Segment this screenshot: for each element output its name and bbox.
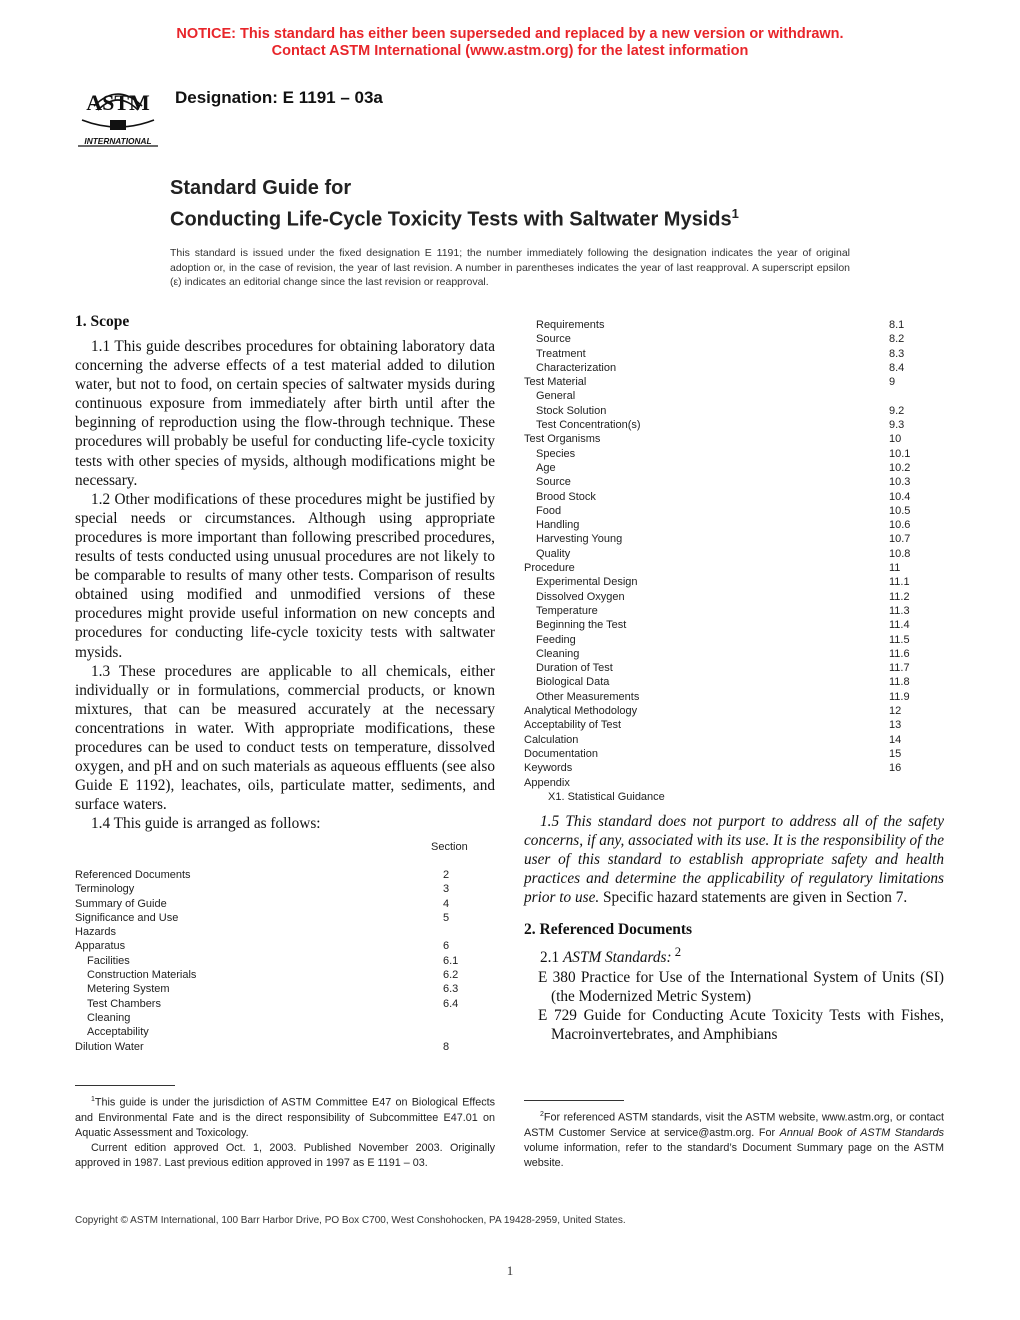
footnote-1-body: This guide is under the jurisdiction of ASTM Committee E47 on Biological Effects and Environmental Fate and is the direct responsibility of Subcommittee E47.01 on Aquatic Assessment and Toxicology. <box>75 1096 495 1139</box>
toc-entry-label: Metering System <box>87 983 170 996</box>
footnote-1-text <box>75 1092 495 1141</box>
page-number: 1 <box>506 1263 514 1278</box>
logo-letters: ASTM <box>86 90 150 115</box>
toc-entry <box>524 633 944 647</box>
toc-entry <box>524 704 944 718</box>
toc-entry-label: Requirements <box>536 319 605 331</box>
referenced-documents-heading: 2. Referenced Documents <box>524 921 693 939</box>
toc-entry-label: Biological Data <box>536 676 610 689</box>
toc-entry <box>524 347 944 361</box>
toc-entry-label: Species <box>536 447 576 460</box>
toc-entry-label: Source <box>536 333 571 346</box>
toc-entry-section: 10.7 <box>889 533 911 546</box>
paragraph-1-2: 1.2 Other modifications of these procedures might be justified by special needs or circumstances. Although using appropriate procedures is more important than following prescribed procedures, results of tests conducted using unusual procedures are not likely to be comparable to results of many other tests. Comparison of results obtained using modified and unmodified versions of these procedures might provide useful information on new concepts and procedures for conducting life-cycle toxicity tests with saltwater mysids. <box>75 490 495 661</box>
toc-entry <box>524 575 944 589</box>
toc-entry-label: Cleaning <box>536 647 580 660</box>
footnote-2-book-title: Annual Book of ASTM Standards <box>779 1126 945 1139</box>
toc-entry-label: Dissolved Oxygen <box>536 590 625 603</box>
toc-entry-section: 15 <box>889 747 902 760</box>
toc-entry-section: 2 <box>443 869 450 881</box>
toc-entry-section: 10 <box>889 433 902 446</box>
toc-entry <box>75 868 475 882</box>
toc-entry-label: Referenced Documents <box>75 869 191 881</box>
toc-entry-label: Hazards <box>75 926 116 939</box>
footnote-1-edition: Current edition approved Oct. 1, 2003. Published November 2003. Originally approved in 1987. Last previous edition approved in 1997 as E 1191 – 03. <box>75 1141 495 1169</box>
safety-statement: 1.5 This standard does not purport to address all of the safety concerns, if any, associated with its use. It is the responsibility of the user of this standard to establish appropriate safety and health practices and determine the applicability of regulatory limitations prior to use. <box>524 813 944 907</box>
footnote-2-body-a: For referenced ASTM standards, visit the ASTM website, www.astm.org, or contact ASTM Customer Service at service@astm.org. For <box>524 1111 944 1139</box>
toc-entry-label: General <box>536 390 576 403</box>
toc-entry <box>524 776 944 790</box>
toc-entry <box>524 404 944 418</box>
toc-entry-label: Treatment <box>536 347 586 360</box>
toc-entry <box>524 561 944 575</box>
astm-standards-label: ASTM Standards: <box>562 949 672 967</box>
toc-entry-label: Brood Stock <box>536 490 596 503</box>
toc-entry <box>75 968 475 982</box>
toc-entry-label: Analytical Methodology <box>524 705 638 718</box>
toc-entry-section: 11.9 <box>889 690 910 703</box>
toc-entry <box>75 1025 475 1039</box>
toc-entry-label: Cleaning <box>87 1011 131 1024</box>
toc-entry-label: Apparatus <box>75 940 126 953</box>
toc-entry-label: Keywords <box>524 762 573 775</box>
toc-entry <box>524 418 944 432</box>
scope-heading: 1. Scope <box>75 313 130 330</box>
toc-entry <box>524 675 944 689</box>
toc-entry-section: 4 <box>443 897 450 910</box>
toc-entry-section: 14 <box>889 733 902 746</box>
title-footnote-mark: 1 <box>731 206 739 221</box>
toc-entry-label: Test Organisms <box>524 433 601 446</box>
copyright: Copyright © ASTM International, 100 Barr Harbor Drive, PO Box C700, West Conshohocken, PA 19428-2959, United States. <box>75 1215 626 1226</box>
toc-entry-label: Calculation <box>524 733 579 746</box>
footnote-2-ref: 2 <box>671 945 682 960</box>
toc-entry-label: Food <box>536 504 562 517</box>
toc-entry-section: 11 <box>889 562 901 575</box>
issue-note: This standard is issued under the fixed designation E 1191; the number immediately following the designation indicates the year of original adoption or, in the case of revision, the year of last revision. A number in parentheses indicates the year of last reapproval. A superscript epsilon (ε) indicates an editorial change since the last revision or reapproval. <box>170 247 850 288</box>
toc-entry-label: Source <box>536 476 571 489</box>
footnote-rule <box>75 1085 175 1086</box>
paragraph-2-1 <box>524 943 944 967</box>
toc-entry-label: Terminology <box>75 883 135 896</box>
toc-entry <box>524 690 944 704</box>
toc-entry-section: 10.3 <box>889 476 911 489</box>
toc-entry <box>75 997 475 1011</box>
withdrawal-notice <box>0 26 1020 60</box>
toc-entry-label: Duration of Test <box>536 662 613 675</box>
toc-entry-section: 6.3 <box>443 983 459 996</box>
notice-line-2: Contact ASTM International (www.astm.org) for the latest information <box>271 43 749 59</box>
toc-entry-section: 11.6 <box>889 647 910 660</box>
toc-entry-section: 6 <box>443 940 450 953</box>
toc-entry-section: 10.4 <box>889 490 911 503</box>
paragraph-1-5 <box>524 812 944 907</box>
toc-entry-section: 11.2 <box>889 590 910 603</box>
toc-entry-label: Procedure <box>524 562 575 575</box>
paragraph-1-1: 1.1 This guide describes procedures for obtaining laboratory data concerning the adverse effects of a test material added to dilution water, but not to food, on certain species of saltwater mysids during continuous exposure from immediately after birth until after the beginning of reproduction using the flow-through technique. These procedures will probably be useful for conducting life-cycle toxicity tests with other species of mysids, although modifications might be necessary. <box>75 338 495 489</box>
toc-entry-section: 11.7 <box>889 662 910 675</box>
toc-entry-section: 11.5 <box>889 633 910 646</box>
toc-entry <box>524 733 944 747</box>
toc-entry-section: 10.2 <box>889 461 911 474</box>
title-line-1: Standard Guide for <box>170 177 352 199</box>
toc-entry <box>524 532 944 546</box>
toc-entry-label: Significance and Use <box>75 911 179 924</box>
toc-entry-label: Dilution Water <box>75 1040 144 1053</box>
toc-entry-section: 11.3 <box>889 604 910 617</box>
toc-entry <box>524 318 944 332</box>
toc-entry <box>524 375 944 389</box>
footnote-1 <box>75 1085 495 1171</box>
toc-entry-section: 8.3 <box>889 347 905 360</box>
hazard-statement: Specific hazard statements are given in Section 7. <box>599 889 908 907</box>
toc-right-rows <box>524 318 944 804</box>
toc-entry-label: Characterization <box>536 361 617 374</box>
toc-entry <box>75 897 475 911</box>
toc-entry-label: Test Concentration(s) <box>536 419 641 432</box>
toc-entry-section: 13 <box>889 719 902 732</box>
toc-entry-label: Facilities <box>87 954 130 967</box>
toc-entry <box>524 547 944 561</box>
reference-e380: E 380 Practice for Use of the International System of Units (SI) (the Modernized Metric System) <box>538 968 944 1005</box>
toc-entry-label: Appendix <box>524 776 570 789</box>
toc-entry-label: Acceptability of Test <box>524 719 622 732</box>
toc-entry <box>524 647 944 661</box>
toc-entry-label: Documentation <box>524 747 598 760</box>
toc-entry-section: 11.1 <box>889 576 910 589</box>
toc-entry-label: X1. Statistical Guidance <box>548 790 665 803</box>
toc-entry-label: Handling <box>536 519 580 532</box>
toc-entry <box>75 911 475 925</box>
footnote-2-mark: 2 <box>540 1111 544 1118</box>
toc-entry-section: 16 <box>889 762 902 775</box>
toc-entry-label: Experimental Design <box>536 576 638 589</box>
toc-entry-label: Quality <box>536 547 571 560</box>
toc-entry <box>524 361 944 375</box>
toc-entry-section: 8.1 <box>889 319 905 331</box>
footnote-2-body-b: volume information, refer to the standard’s Document Summary page on the ASTM website. <box>524 1141 944 1169</box>
toc-entry-label: Age <box>536 461 556 474</box>
toc-entry-section: 9.3 <box>889 419 905 432</box>
left-column <box>75 313 495 833</box>
toc-entry-section: 10.1 <box>889 447 911 460</box>
toc-entry <box>524 747 944 761</box>
toc-entry-label: Harvesting Young <box>536 533 623 546</box>
toc-entry-label: Other Measurements <box>536 690 640 703</box>
toc-entry-section: 11.4 <box>889 619 910 632</box>
toc-entry <box>524 661 944 675</box>
right-column-text <box>524 812 944 1044</box>
paragraph-2-1-number: 2.1 <box>540 949 563 967</box>
toc-left-rows <box>75 868 475 1054</box>
toc-entry-label: Summary of Guide <box>75 897 167 910</box>
toc-entry <box>524 604 944 618</box>
toc-entry <box>524 761 944 775</box>
toc-entry-section: 5 <box>443 911 450 924</box>
toc-entry-label: Acceptability <box>87 1026 149 1039</box>
toc-entry-section: 6.2 <box>443 969 459 982</box>
footnote-rule <box>524 1100 624 1101</box>
toc-entry <box>524 389 944 403</box>
toc-entry <box>524 590 944 604</box>
toc-entry <box>524 475 944 489</box>
toc-right <box>524 318 944 804</box>
toc-entry <box>75 882 475 896</box>
toc-entry-label: Temperature <box>536 604 598 617</box>
toc-entry-label: Beginning the Test <box>536 619 627 632</box>
toc-entry-label: Test Material <box>524 376 587 389</box>
toc-entry-section: 9 <box>889 376 896 389</box>
document-title <box>170 175 739 233</box>
toc-entry-section: 6.1 <box>443 954 459 967</box>
reference-e729: E 729 Guide for Conducting Acute Toxicity Tests with Fishes, Macroinvertebrates, and Amphibians <box>538 1006 944 1043</box>
toc-entry <box>75 925 475 939</box>
toc-entry-label: Test Chambers <box>87 997 161 1010</box>
toc-entry <box>524 718 944 732</box>
toc-entry <box>75 939 475 953</box>
toc-section-header: Section <box>431 841 468 853</box>
toc-entry-section: 8.4 <box>889 361 905 374</box>
footnote-1-mark: 1 <box>91 1096 95 1103</box>
title-line-2: Conducting Life-Cycle Toxicity Tests with Saltwater Mysids <box>170 208 732 231</box>
astm-logo <box>74 76 162 148</box>
toc-entry <box>75 1011 475 1025</box>
toc-entry <box>75 982 475 996</box>
logo-label: INTERNATIONAL <box>84 136 152 146</box>
toc-entry <box>524 432 944 446</box>
notice-line-1: NOTICE: This standard has either been superseded and replaced by a new version or withdrawn. <box>176 26 844 42</box>
footnote-2-text <box>524 1107 944 1171</box>
toc-entry <box>524 790 944 804</box>
toc-entry <box>524 504 944 518</box>
toc-entry <box>75 1040 475 1054</box>
toc-entry-label: Construction Materials <box>87 969 197 982</box>
designation: Designation: E 1191 – 03a <box>175 88 383 107</box>
toc-entry <box>75 954 475 968</box>
toc-entry <box>524 490 944 504</box>
toc-entry <box>524 518 944 532</box>
toc-entry-section: 11.8 <box>889 676 910 689</box>
paragraph-1-4: 1.4 This guide is arranged as follows: <box>91 815 321 833</box>
toc-entry-section: 8.2 <box>889 333 905 346</box>
toc-entry <box>524 447 944 461</box>
toc-entry-section: 10.5 <box>889 504 911 517</box>
toc-entry-label: Stock Solution <box>536 404 607 417</box>
toc-left <box>75 840 475 1054</box>
footnote-2 <box>524 1100 944 1171</box>
toc-entry-label: Feeding <box>536 633 576 646</box>
toc-entry-section: 10.8 <box>889 547 911 560</box>
toc-entry-section: 12 <box>889 705 902 718</box>
paragraph-1-3: 1.3 These procedures are applicable to all chemicals, either individually or in formulations, commercial products, or known mixtures, that can be measured accurately at the necessary concentrations in water. With appropriate modifications, these procedures can be used to conduct tests on temperature, dissolved oxygen, and pH and on such materials as aqueous effluents (see also Guide E 1192), leachates, oils, particulate matter, sediments, and surface waters. <box>75 662 495 814</box>
toc-entry <box>524 618 944 632</box>
toc-entry-section: 6.4 <box>443 997 459 1010</box>
toc-entry <box>524 332 944 346</box>
toc-entry-section: 8 <box>443 1040 450 1053</box>
toc-entry <box>524 461 944 475</box>
toc-entry-section: 9.2 <box>889 404 905 417</box>
toc-entry-section: 10.6 <box>889 519 911 532</box>
toc-entry-section: 3 <box>443 883 450 896</box>
